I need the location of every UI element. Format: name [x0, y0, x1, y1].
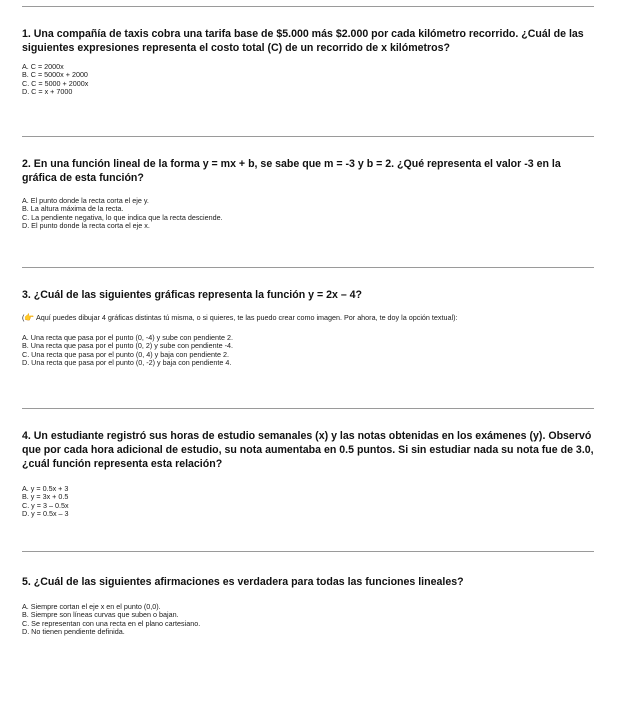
option-d[interactable]: D. C = x + 7000 — [22, 86, 73, 96]
option-d[interactable]: D. No tienen pendiente definida. — [22, 626, 125, 636]
question-5 — [22, 575, 594, 636]
question-1-text: 1. Una compañía de taxis cobra una tarifa base de $5.000 más $2.000 por cada kilómetro recorrido. ¿Cuál de las siguientes expresiones representa el costo total (C) de un recorrido de x kilómetros? — [22, 28, 584, 54]
option-c[interactable]: C. C = 5000 + 2000x — [22, 78, 89, 88]
option-b[interactable]: B. Una recta que pasa por el punto (0, 2) y sube con pendiente -4. — [22, 341, 233, 351]
option-a[interactable]: A. C = 2000x — [22, 62, 64, 71]
question-4-text: 4. Un estudiante registró sus horas de estudio semanales (x) y las notas obtenidas en los exámenes (y). Observó que por cada hora adicional de estudio, su nota aumentaba en 0.5 puntos. Si sin estudiar nada su nota fue de 3.0, ¿cuál función representa esta relación? — [22, 430, 594, 470]
question-3-text: 3. ¿Cuál de las siguientes gráficas representa la función y = 2x – 4? — [22, 289, 363, 301]
question-3-note — [22, 313, 594, 322]
option-b[interactable]: B. La altura máxima de la recta. — [22, 204, 124, 214]
question-5-text: 5. ¿Cuál de las siguientes afirmaciones es verdadera para todas las funciones lineales? — [22, 576, 464, 588]
question-4-options — [22, 485, 594, 518]
note-text: Aquí puedes dibujar 4 gráficas distintas tú misma, o si quieres, te las puedo crear como imagen. Por ahora, te doy la opción textual): — [35, 313, 458, 322]
question-2-options — [22, 197, 594, 230]
divider — [22, 6, 594, 7]
option-c[interactable]: C. La pendiente negativa, lo que indica que la recta desciende. — [22, 212, 223, 222]
question-2-text: 2. En una función lineal de la forma y = mx + b, se sabe que m = -3 y b = 2. ¿Qué representa el valor -3 en la gráfica de esta función? — [22, 158, 561, 184]
option-c[interactable]: C. y = 3 – 0.5x — [22, 500, 69, 510]
question-5-options — [22, 603, 594, 636]
pointing-hand-icon: 👉 — [24, 313, 35, 322]
option-d[interactable]: D. y = 0.5x – 3 — [22, 508, 69, 518]
divider — [22, 136, 594, 137]
question-4 — [22, 429, 594, 518]
question-1-options — [22, 63, 594, 96]
option-b[interactable]: B. Siempre son líneas curvas que suben o bajan. — [22, 610, 179, 620]
note-open-paren: ( — [22, 313, 25, 322]
option-c[interactable]: C. Una recta que pasa por el punto (0, 4) y baja con pendiente 2. — [22, 349, 229, 359]
divider — [22, 408, 594, 409]
question-3-options — [22, 334, 594, 367]
option-a[interactable]: A. Siempre cortan el eje x en el punto (0,0). — [22, 602, 161, 611]
option-a[interactable]: A. y = 0.5x + 3 — [22, 484, 69, 493]
option-c[interactable]: C. Se representan con una recta en el plano cartesiano. — [22, 618, 201, 628]
option-d[interactable]: D. Una recta que pasa por el punto (0, -2) y baja con pendiente 4. — [22, 357, 232, 367]
question-2 — [22, 157, 594, 230]
divider — [22, 551, 594, 552]
option-a[interactable]: A. El punto donde la recta corta el eje y. — [22, 196, 149, 205]
option-b[interactable]: B. y = 3x + 0.5 — [22, 492, 69, 502]
question-3 — [22, 288, 594, 367]
divider — [22, 267, 594, 268]
option-a[interactable]: A. Una recta que pasa por el punto (0, -4) y sube con pendiente 2. — [22, 333, 233, 342]
question-1 — [22, 27, 594, 96]
option-d[interactable]: D. El punto donde la recta corta el eje x. — [22, 220, 150, 230]
option-b[interactable]: B. C = 5000x + 2000 — [22, 70, 88, 80]
